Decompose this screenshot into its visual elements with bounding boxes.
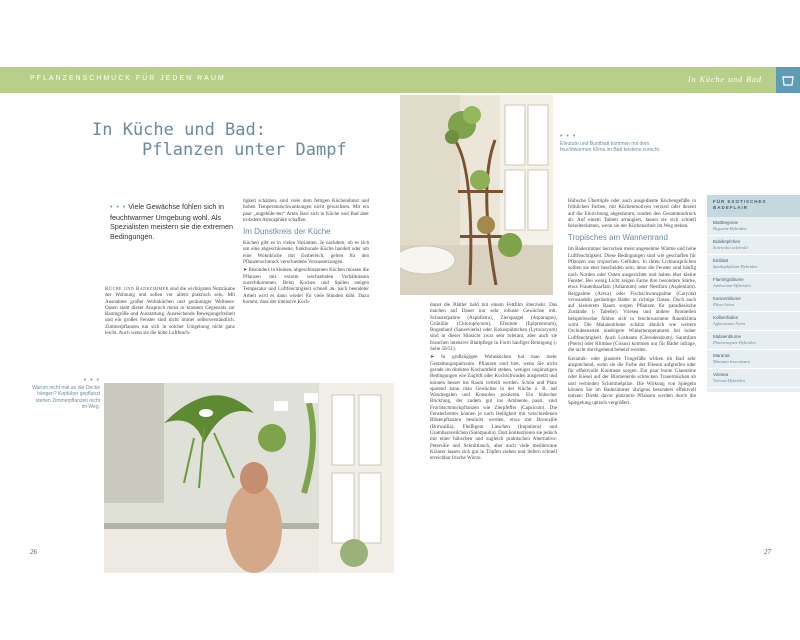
col3-paragraph-2: ➤ In großzügigen Wohnküchen hat man mehr Gestaltungsspielraum. Pflanzen sind hier, wenn Sie nicht gerade im direkten Kochumfeld stehen, weniger ungünstigen Bedingungen wie Zugluft oder Kochschwaden ausgesetzt und können besser ins Raum verteilt werden. Schön und Platz sparend kann man Gewächse in der Küche z. B. auf Wandregalen und Konsolen postieren. Ein hübscher Blickfang, der zudem gut ins Ambiente passt, sind Fruchtschmuckpflanzen wie Zierpfeffer (Capsicum). Die Fensterbretter können je nach Helligkeit mit verschiedenen Blütenpflanzen bestückt werden, etwa mit Browallie (Browallia), Fleißigem Lieschen (Impatiens) und Usambaraveilchen (Saintpaulia). Dort konkurrieren sie jedoch mit einer hübschen und zugleich praktischen Alternative: Petersilie und Schnittlauch, aber auch viele mediterrane Kräuter lassen sich gut in Töpfen ziehen und liefern schnell erreichbar frische Würze.: [430, 354, 557, 462]
subheading-bath: Tropisches am Wannenrand: [568, 233, 668, 243]
caption-left-dots: • • •: [83, 377, 100, 384]
plant-name: Blattbegonie: [713, 220, 739, 225]
caption-right-text: Efeutute und Buntblatt kommen mit dem feuchtwarmen Klima im Bad bestens zurecht.: [560, 140, 661, 153]
plant-latin: Soleirolia soleirolii: [713, 245, 748, 250]
col3-paragraph-1: dunst die Blätter bald mit einem Fettfilm überzieht. Das machen auf Dauer nur sehr robuste Gewächse mit. Schusterpalme (Aspidistra), Zierspargel (Asparagus), Grünlilie (Chlorophytum), Efeutute (Epipremnum), Bogenhanf (Sansevieria) oder Kokospälmchen (Lytocaryum) sind in dieser Hinsicht zwar sehr tolerant, aber auch sie brauchen intensive Blattpflege in Form häufiger Reinigung (› Seite 50/51).: [430, 302, 557, 353]
caption-left-text: Warum nicht mal an die Decke hängen? Kopfüber gepflanzt stehen Zimmerpflanzen nicht im Weg.: [32, 384, 100, 410]
plant-latin: Spathiphyllum-Hybriden: [713, 264, 758, 269]
plant-name: Malaienblume: [713, 334, 742, 339]
plant-name: Kolbenfaden: [713, 315, 739, 320]
text-column-4: [568, 198, 696, 408]
plant-list-item: [707, 255, 800, 274]
subheading-kitchen: Im Dunstkreis der Küche: [243, 227, 331, 237]
plant-name: Kannenblume: [713, 296, 741, 301]
title-line-1: In Küche und Bad:: [92, 120, 266, 140]
col4-paragraph-3: Keramik- oder glasierte Tongefäße wirken im Bad sehr ansprechend, wenn sie die Farbe der Fliesen aufgreifen oder für effektvolle Kontraste sorgen. Ein paar bunte Glassteine oder Kiesel auf der Blumenerde schrecken Trauermücken ab und verbinden Schimmelpilze. Die Wirkung von Spiegeln können Sie im Badezimmer übrigens besonders effektvoll nutzen: Direkt davor platzierte Pflanzen werden durch die Spiegelung optisch vergrößert.: [568, 355, 696, 406]
plant-list-item: [707, 236, 800, 255]
intro-text: Viele Gewächse fühlen sich in feuchtwarmer Umgebung wohl. Als Spezialisten meistern sie die extremen Bedingungen.: [110, 202, 234, 241]
page-number-right: 27: [764, 548, 771, 556]
page-number-left: 26: [30, 548, 37, 556]
plant-latin: Aglaonema-Arten: [713, 321, 745, 326]
col4-paragraph-2: Im Badezimmer herrschen meist angenehme Wärme und hohe Luftfeuchtigkeit. Diese Bedingungen sind wie geschaffen für Pflanzen aus tropischen Gefilden. In ihren Lichtansprüchen sollten sie eher bescheiden sein, denn die Fenster sind häufig nach Norden oder Osten ausgerichtet und haben eher kleine Fenster. Bei wenig Licht zeigen Farne ihre besondere Stärke, etwa Frauenhaarfarn (Adiantum) oder Nestfarn (Asplenium). Bergpalme (Areca) oder Fischschwanzpalme (Caryota) verwandeln geräumige Bäder in richtige Oasen. Doch auch auf kleinerem Raum sorgen Pflanzen für paradiesische Zustände (› Tabelle): Vriesea und andere Bromelien beispielsweise fühlen sich in feuchtwarmem Raumklima wohl. Die Malaienblume schätzt ähnlich wie weitere Orchideenarten niedrigere Wintertemperaturen bei hoher Luftfeuchtigkeit. Auch Losbaum (Clerodendrum), Saumfarn (Pteris) oder Klimme (Cissus) kommen nur für Bäder infrage, die nicht durchgehend beheizt werden.: [568, 246, 696, 354]
plant-name: Vriesea: [713, 372, 729, 377]
plant-latin: Maranta leuconeura: [713, 359, 751, 364]
title-line-2: Pflanzen unter Dampf: [142, 140, 347, 160]
plant-latin: Vriesea-Hybriden: [713, 378, 745, 383]
plant-name: Einblatt: [713, 258, 729, 263]
bathroom-photo: [400, 95, 553, 295]
col1-paragraph: sind die wichtigsten Nutzräume der Wohnung und sollen vor allem praktisch sein. Mit Ausnahme großer Wohnküchen und geräumiger Wellness-Oasen steht dieser Anspruch meist in krassem Gegensatz zur Raumgröße und Ausstattung. Ausreichende Bewegungsfreiheit und ein großes Fenster sind nicht immer selbstverständlich. Zimmerpflanzen tun sich in solcher Umgebung nicht ganz leicht. Auch wenn sie die hohe Luftfeuch-: [105, 286, 235, 337]
col4-paragraph-1: Hübsche Übertöpfe oder auch ausgediente Küchengefäße in fröhlichen Farben, mit Küchenmotiven verziert oder dezent auf die Einrichtung abgestimmt, runden den Gesamteindruck ab. Auf einem Tablett arrangiert, lassen sie sich schnell beiseiteräumen, wenn sie der Küchenarbeit im Weg stehen.: [568, 198, 696, 230]
col2-paragraph-2: Küchen gibt es in vielen Varianten. Je nachdem, ob es sich um eine abgeschlossene, funktionale Küche handelt oder um eine Wohnküche mit Essbereich, gelten für den Pflanzenschmuck verschiedene Voraussetzungen.: [243, 240, 369, 266]
intro-text-block: [110, 202, 245, 241]
plant-list-box: [707, 195, 800, 392]
page-title: [92, 120, 392, 160]
plant-list-item: [707, 274, 800, 293]
plant-list-item: [707, 217, 800, 236]
col2-paragraph-1: tigkeit schätzen, sind viele dem fettigen Küchendunst und hohen Temperaturschwankungen nicht gewachsen. Mit ein paar „ungebühr-ten“ Arten lässt sich in Küche und Bad aber trotzdem Atmosphäre schaffen.: [243, 198, 369, 223]
caption-right-dots: • • •: [560, 133, 577, 140]
plant-name: Maranta: [713, 353, 730, 358]
plant-name: Bubiköpfchen: [713, 239, 741, 244]
plant-list-item: [707, 350, 800, 369]
plant-latin: Phalaenopsis-Hybriden: [713, 340, 756, 345]
bathtub-icon: [776, 67, 800, 93]
plant-list-heading: FÜR EXOTISCHES BADEFLAIR: [707, 195, 800, 217]
caption-left: [30, 378, 100, 411]
plant-list-item: [707, 331, 800, 350]
text-column-1: [105, 286, 235, 338]
text-column-3: [430, 302, 557, 463]
chapter-label: In Küche und Bad: [688, 75, 762, 84]
text-column-2: [243, 198, 369, 307]
plant-list-item: [707, 312, 800, 331]
kitchen-photo: [104, 383, 394, 573]
plant-list-item: [707, 369, 800, 388]
plant-list-item: [707, 293, 800, 312]
plant-latin: Anthurium-Hybriden: [713, 283, 751, 288]
intro-dots: • • •: [110, 204, 127, 211]
plant-name: Flamingoblume: [713, 277, 744, 282]
section-label: PFLANZENSCHMUCK FÜR JEDEN RAUM: [30, 75, 226, 82]
lead-in: Küche und Badezimmer: [105, 286, 169, 292]
col2-paragraph-3: ➤ Besonders in kleinen, abgeschlossenen Küchen müssen die Pflanzen mit extrem wechselnden Verhältnissen zurechtkommen. Beim Kochen und Spülen steigen Temperatur und Luftfeuchtigkeit schnell an, nach beendeter Arbeit wird es dann wieder für viele Stunden kühl. Dazu kommt, dass der intensive Koch-: [243, 267, 369, 305]
plant-latin: Begonia-Hybriden: [713, 226, 747, 231]
plant-latin: Pilea-Arten: [713, 302, 734, 307]
caption-right: [560, 134, 670, 154]
